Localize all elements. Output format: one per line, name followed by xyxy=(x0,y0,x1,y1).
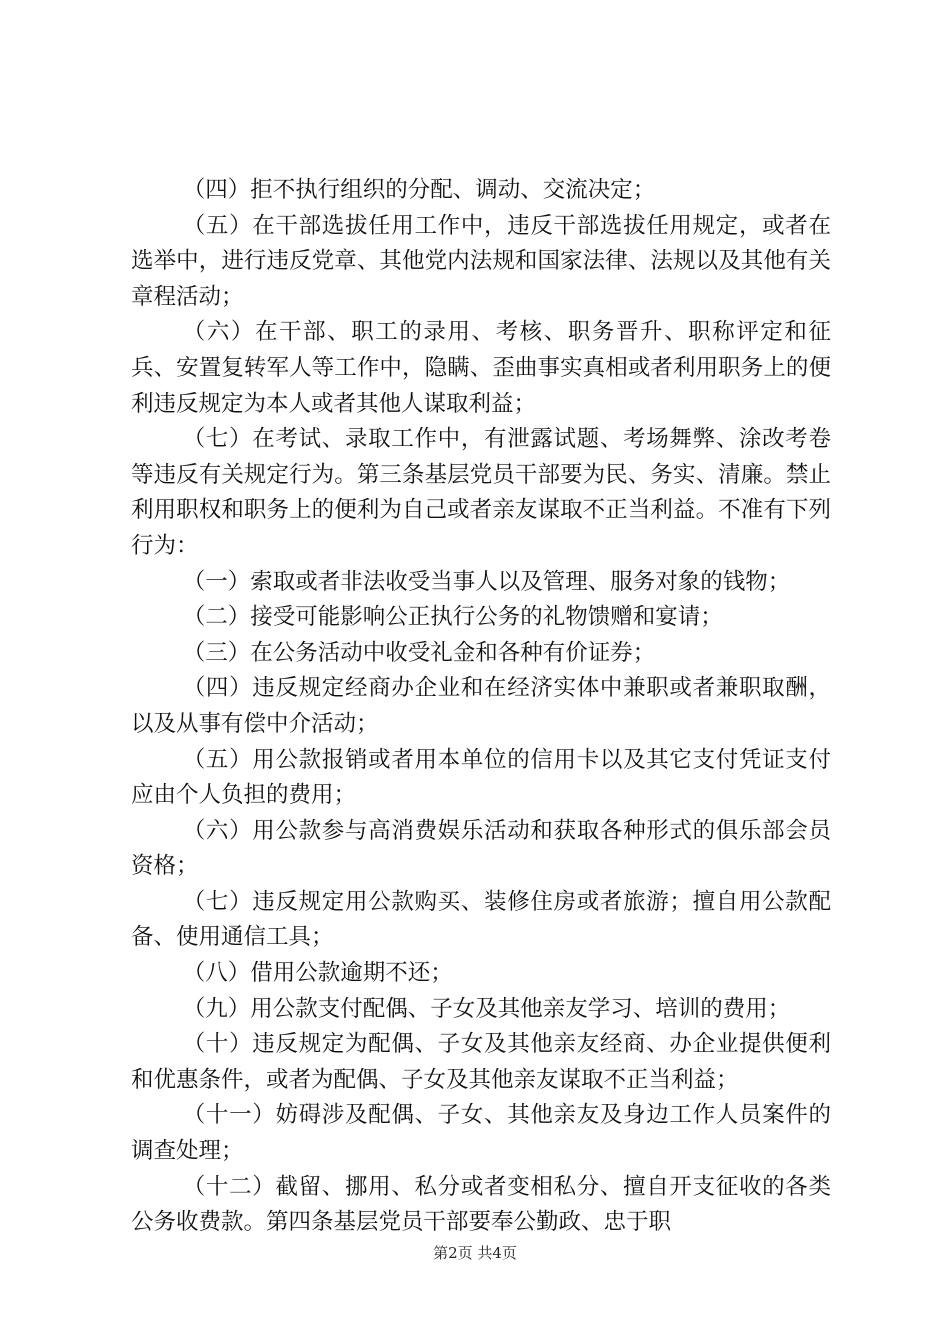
paragraph: （五）在干部选拔任用工作中，违反干部选拔任用规定，或者在选举中，进行违反党章、其他党内法规和国家法律、法规以及其他有关章程活动； xyxy=(131,212,831,310)
paragraph: （六）用公款参与高消费娱乐活动和获取各种形式的俱乐部会员资格； xyxy=(131,817,831,880)
paragraph: （四）拒不执行组织的分配、调动、交流决定； xyxy=(182,177,656,203)
paragraph: （二）接受可能影响公正执行公务的礼物馈赠和宴请； xyxy=(182,604,723,631)
paragraph: （七）违反规定用公款购买、装修住房或者旅游；擅自用公款配备、使用通信工具； xyxy=(131,888,831,951)
paragraph: （六）在干部、职工的录用、考核、职务晋升、职称评定和征兵、安置复转军人等工作中，隐瞒、歪曲事实真相或者利用职务上的便利违反规定为本人或者其他人谋取利益； xyxy=(131,319,831,417)
paragraph: （五）用公款报销或者用本单位的信用卡以及其它支付凭证支付应由个人负担的费用； xyxy=(131,746,831,809)
paragraph: （一）索取或者非法收受当事人以及管理、服务对象的钱物； xyxy=(182,568,791,595)
paragraph: （四）违反规定经商办企业和在经济实体中兼职或者兼职取酬，以及从事有偿中介活动； xyxy=(131,675,831,737)
paragraph: （十二）截留、挪用、私分或者变相私分、擅自开支征收的各类公务收费款。第四条基层党员干部要奉公勤政、忠于职 xyxy=(131,1173,831,1236)
paragraph: （九）用公款支付配偶、子女及其他亲友学习、培训的费用； xyxy=(182,995,791,1022)
paragraph: （七）在考试、录取工作中，有泄露试题、考场舞弊、涂改考卷等违反有关规定行为。第三条基层党员干部要为民、务实、清廉。禁止利用职权和职务上的便利为自己或者亲友谋取不正当利益。不准有下列行为： xyxy=(131,426,831,559)
paragraph: （三）在公务活动中收受礼金和各种有价证券； xyxy=(182,639,656,666)
paragraph: （十一）妨碍涉及配偶、子女、其他亲友及身边工作人员案件的调查处理； xyxy=(131,1102,831,1165)
paragraph: （十）违反规定为配偶、子女及其他亲友经商、办企业提供便利和优惠条件，或者为配偶、子女及其他亲友谋取不正当利益； xyxy=(131,1031,831,1093)
paragraph: （八）借用公款逾期不还； xyxy=(182,960,453,987)
document-body xyxy=(131,173,831,1241)
page-number: 第2页 共4页 xyxy=(433,1244,517,1262)
page-footer xyxy=(0,1243,950,1263)
